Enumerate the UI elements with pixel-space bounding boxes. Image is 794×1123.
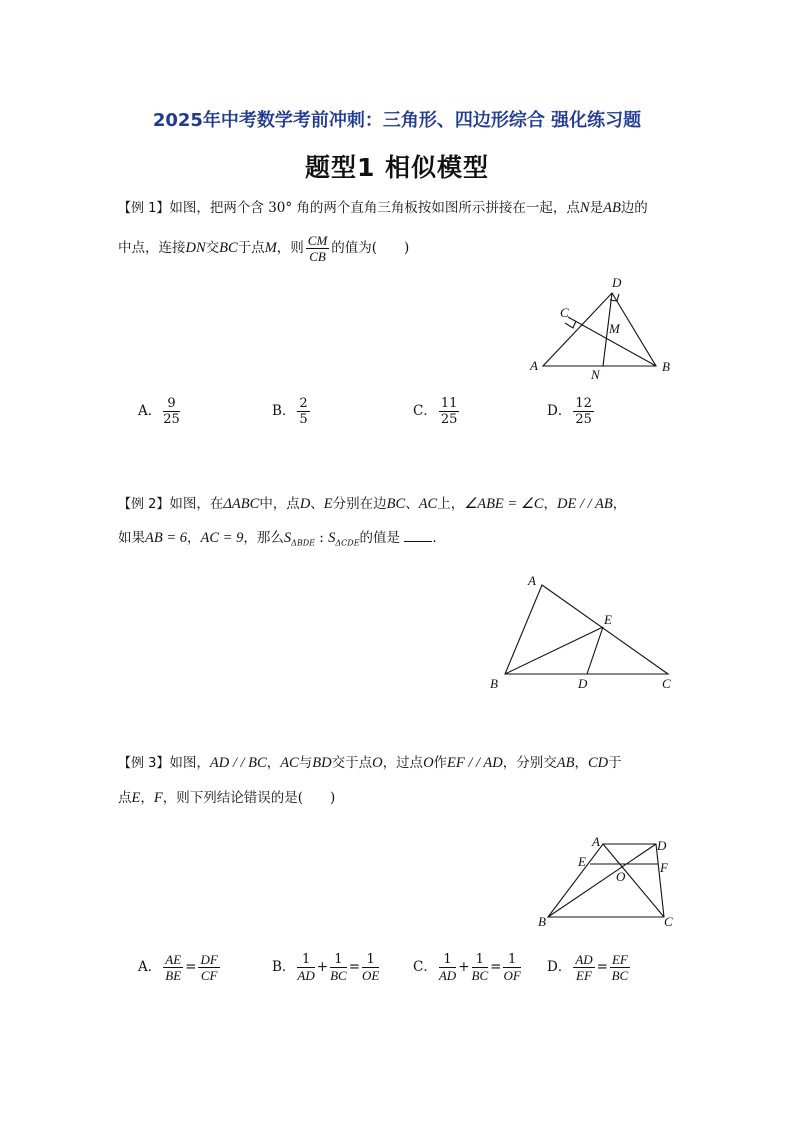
- svg-text:E: E: [604, 612, 612, 627]
- ex1-option-c[interactable]: C． $\frac{11}{25}$: [413, 396, 458, 427]
- ex1-fraction: $\frac{CM}{CB}$: [307, 233, 328, 264]
- ex1-option-b[interactable]: B． $\frac{2}{5}$: [272, 396, 308, 427]
- svg-text:C: C: [662, 676, 671, 691]
- ex2-triangle-ABC: [505, 585, 668, 674]
- ex3-option-d[interactable]: D． $\frac{AD}{EF}$ = $\frac{EF}{BC}$: [547, 952, 629, 983]
- ex3-diagram: [530, 830, 680, 932]
- ex1-line1: 【例 1】如图，把两个含 30° 角的两个直角三角板按如图所示拼接在一起，点N是AB边的: [118, 200, 648, 216]
- svg-text:A: A: [528, 573, 536, 588]
- ex1-tag: 【例 1】: [118, 201, 170, 216]
- svg-text:E: E: [578, 854, 586, 869]
- ex1-triangle-ABD: [543, 293, 656, 366]
- ex3-line1: 【例 3】如图，AD / / BC，AC与BD交于点O，过点O作EF / / AD，分别交AB，CD于: [118, 755, 622, 771]
- ex3-option-b[interactable]: B． $\frac{1}{AD}$ + $\frac{1}{BC}$ = $\frac{1}{OE}$: [272, 952, 380, 983]
- svg-text:M: M: [609, 321, 620, 336]
- ex3-trapezoid-ABCD: [548, 844, 664, 917]
- document-title: 2025年中考数学考前冲刺：三角形、四边形综合 强化练习题: [152, 110, 642, 131]
- svg-text:D: D: [657, 838, 667, 853]
- svg-text:D: D: [578, 676, 588, 691]
- svg-text:C: C: [664, 914, 673, 929]
- ex2-line2: 如果AB = 6，AC = 9，那么$S_{\Delta BDE}$ : $S_{\Delta CDE}$的值是 ．: [118, 530, 446, 548]
- svg-text:D: D: [612, 275, 622, 290]
- ex1-option-a[interactable]: A． $\frac{9}{25}$: [138, 396, 180, 427]
- svg-text:N: N: [591, 367, 600, 382]
- svg-text:B: B: [662, 359, 670, 374]
- svg-text:A: A: [530, 358, 538, 373]
- svg-text:F: F: [660, 860, 668, 875]
- ex3-option-a[interactable]: A． $\frac{AE}{BE}$ = $\frac{DF}{CF}$: [138, 952, 218, 983]
- ex3-tag: 【例 3】: [118, 756, 170, 771]
- ex1-line2: 中点，连接DN交BC于点M，则 $\frac{CM}{CB}$ 的值为( ): [118, 233, 410, 264]
- ex1-option-d[interactable]: D． $\frac{12}{25}$: [547, 396, 592, 427]
- svg-text:C: C: [560, 305, 569, 320]
- ex3-line2: 点E，F，则下列结论错误的是( ): [118, 790, 336, 806]
- svg-text:O: O: [616, 869, 626, 884]
- svg-text:B: B: [538, 914, 546, 929]
- ex2-line1: 【例 2】如图，在ΔABC中，点D、E分别在边BC、AC上，∠ABE = ∠C，DE / / AB，: [118, 496, 627, 512]
- ex1-diagram: [520, 270, 680, 382]
- ex2-answer-blank[interactable]: [404, 529, 432, 542]
- ex2-diagram: [485, 568, 680, 693]
- ex2-tag: 【例 2】: [118, 497, 170, 512]
- section-title: 题型1 相似模型: [304, 153, 490, 182]
- ex3-option-c[interactable]: C． $\frac{1}{AD}$ + $\frac{1}{BC}$ = $\frac{1}{OF}$: [413, 952, 521, 983]
- svg-text:A: A: [592, 834, 600, 849]
- svg-text:B: B: [490, 676, 498, 691]
